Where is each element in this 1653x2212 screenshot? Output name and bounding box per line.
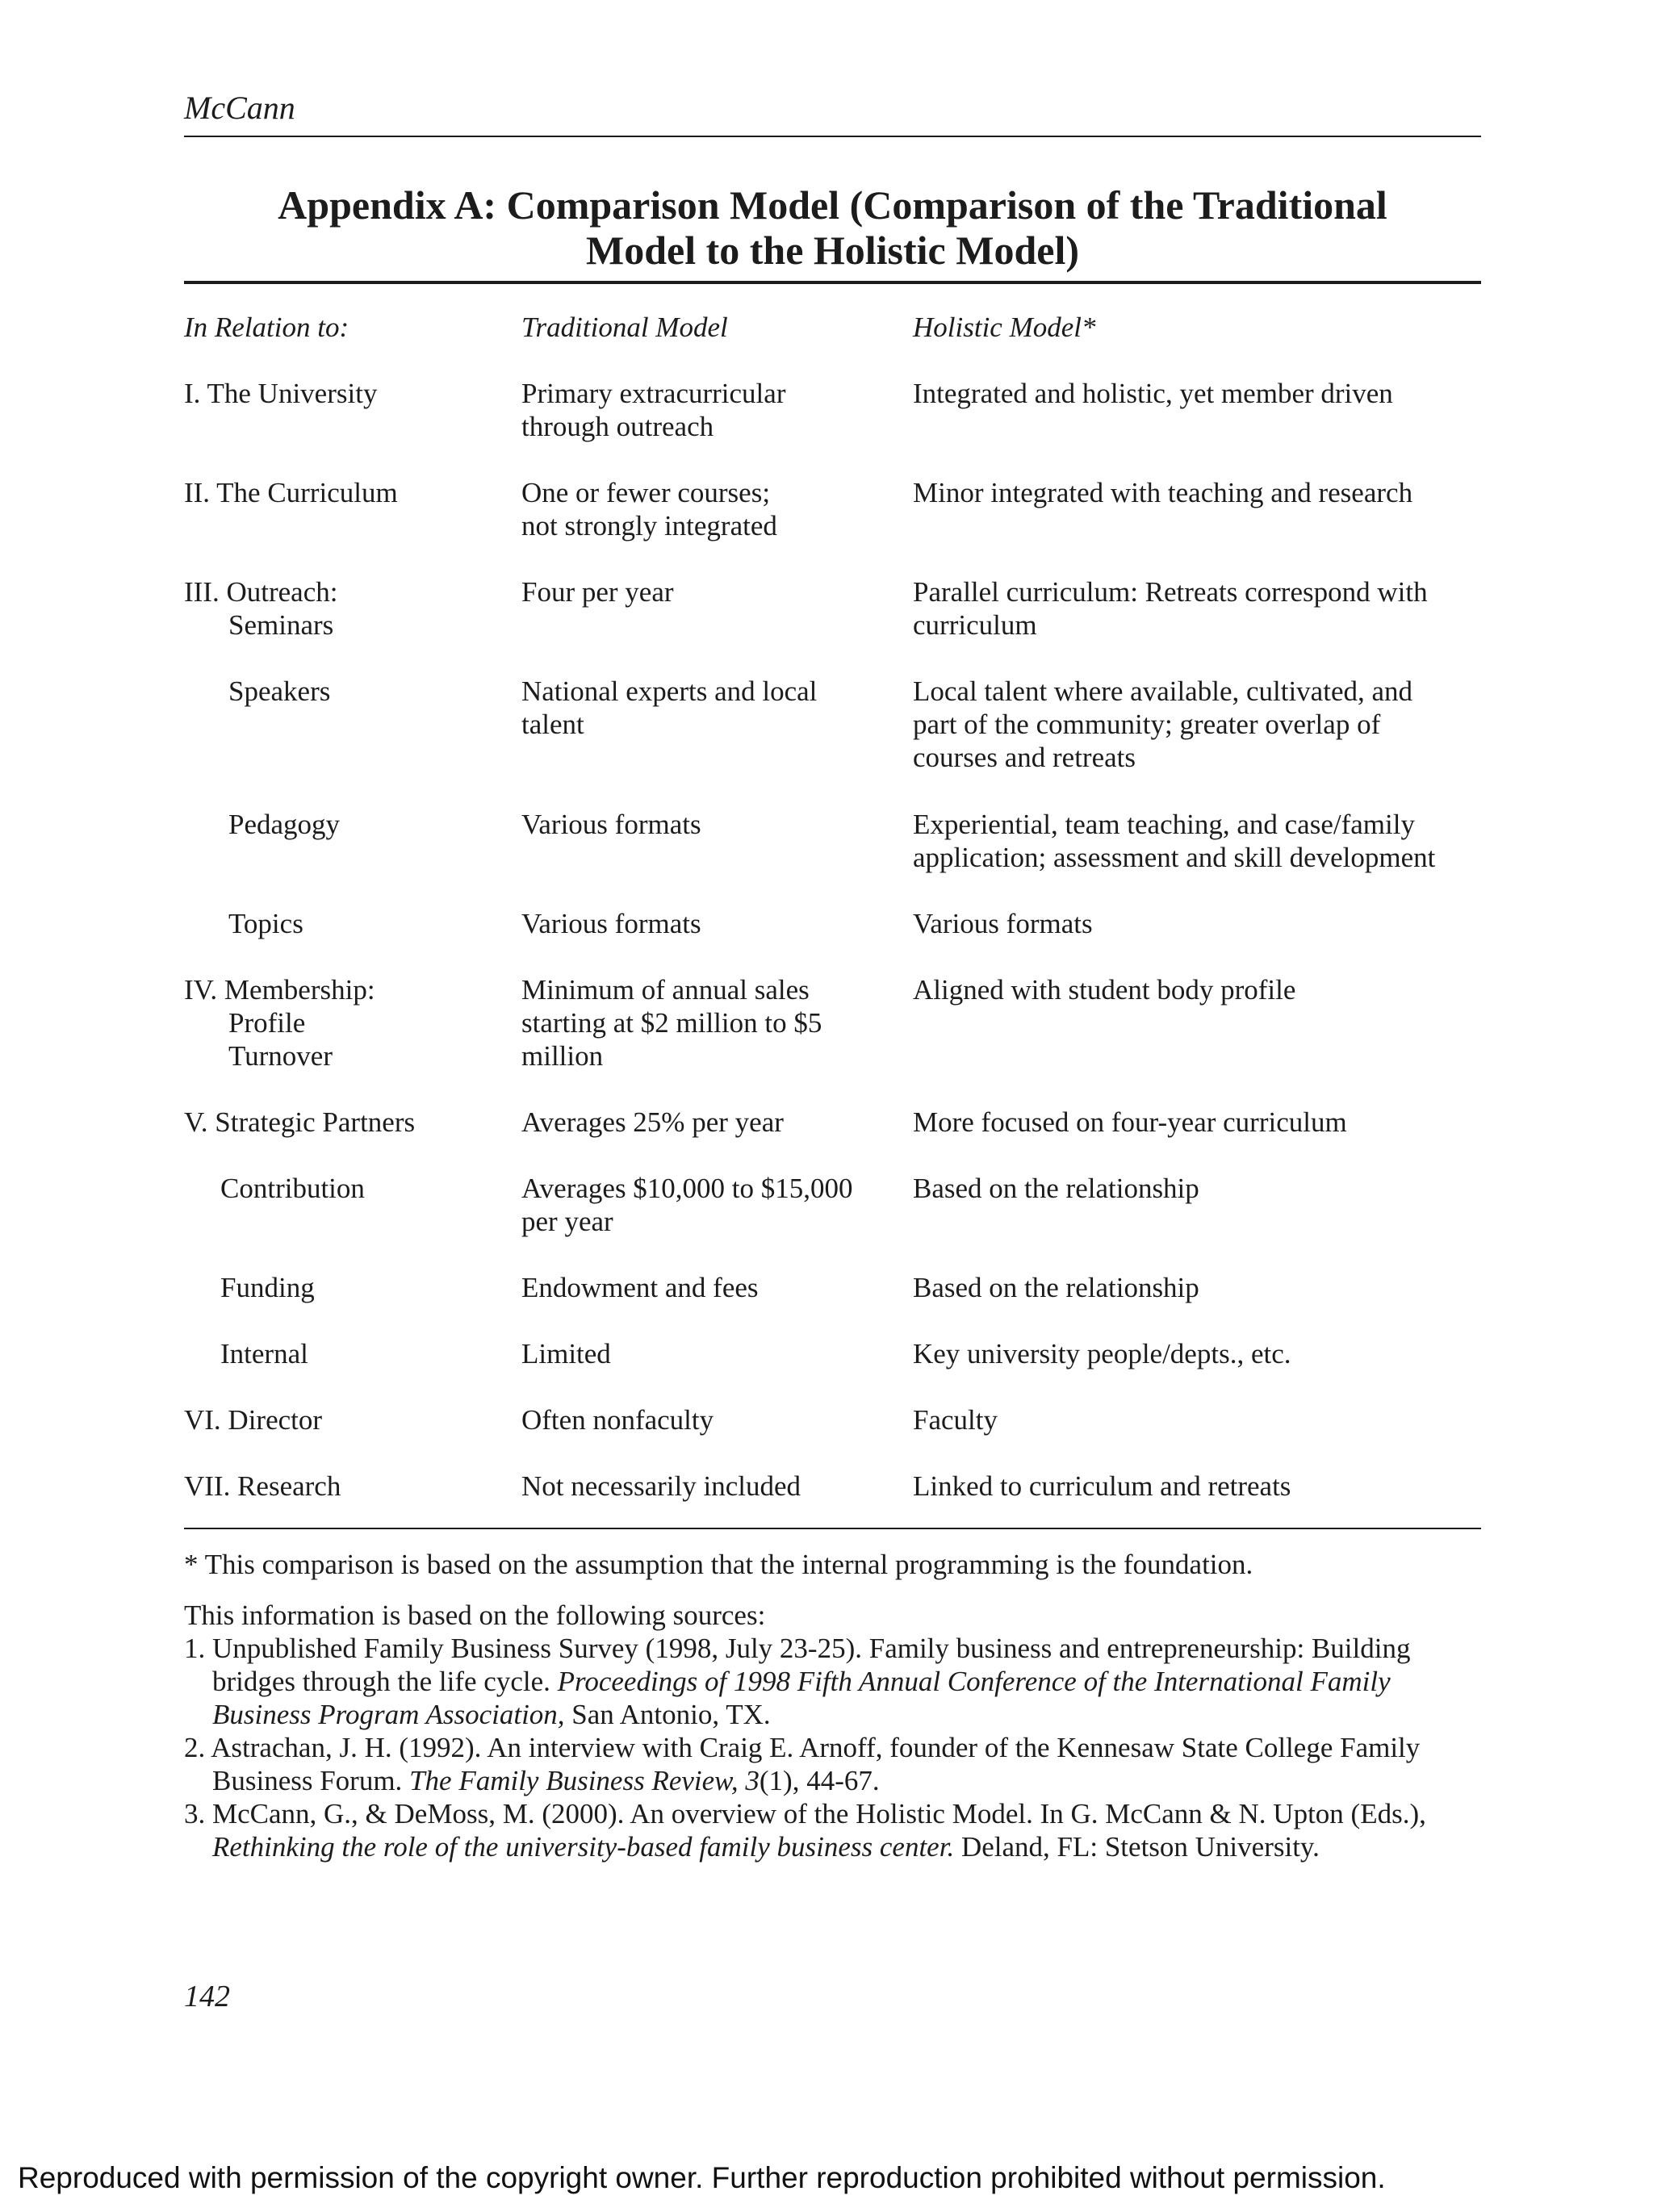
cell-line: Based on the relationship	[913, 1173, 1199, 1204]
cell-line: Based on the relationship	[913, 1272, 1199, 1303]
notes-section	[184, 1548, 1481, 1863]
holistic-cell	[913, 1106, 1481, 1139]
cell-line: I. The University	[184, 378, 378, 409]
cell-line: curriculum	[913, 609, 1037, 641]
source-text-end: Deland, FL: Stetson University.	[954, 1831, 1320, 1863]
cell-line: through outreach	[521, 411, 714, 442]
cell-line: Pedagogy	[228, 809, 341, 840]
cell-line: Not necessarily included	[521, 1470, 801, 1502]
cell-line: Experiential, team teaching, and case/family	[913, 809, 1415, 840]
relation-cell	[184, 1106, 523, 1139]
holistic-cell	[913, 1470, 1481, 1503]
source-title: Rethinking the role of the university-based family business center.	[212, 1831, 955, 1863]
title-rule	[184, 281, 1481, 284]
traditional-cell	[521, 973, 901, 1073]
cell-line: Aligned with student body profile	[913, 974, 1296, 1006]
cell-line: Often nonfaculty	[521, 1404, 714, 1436]
relation-cell	[184, 973, 523, 1073]
cell-line: Faculty	[913, 1404, 998, 1436]
cell-line: Parallel curriculum: Retreats correspond with	[913, 576, 1428, 608]
cell-line: Various formats	[521, 908, 701, 939]
cell-line: One or fewer courses;	[521, 477, 771, 508]
cell-line: Internal	[220, 1338, 308, 1369]
cell-line: Limited	[521, 1338, 611, 1369]
traditional-cell	[521, 1106, 901, 1139]
traditional-cell	[521, 808, 901, 841]
permission-notice: Reproduced with permission of the copyright owner. Further reproduction prohibited without permission.	[18, 2161, 1386, 2194]
cell-line: Speakers	[228, 675, 331, 707]
traditional-cell	[521, 675, 901, 741]
cell-line: not strongly integrated	[521, 510, 777, 542]
traditional-cell	[521, 1470, 901, 1503]
cell-line: Funding	[220, 1272, 315, 1303]
source-item	[184, 1731, 1481, 1797]
cell-line: courses and retreats	[913, 742, 1136, 773]
relation-cell	[184, 1271, 523, 1304]
cell-line: Contribution	[220, 1173, 365, 1204]
header-rule	[184, 136, 1481, 137]
traditional-cell	[521, 1337, 901, 1370]
page-number: 142	[184, 1980, 230, 2013]
source-number: 2.	[184, 1732, 211, 1763]
source-text-end: San Antonio, TX.	[564, 1699, 771, 1730]
cell-line: Primary extracurricular	[521, 378, 786, 409]
source-title: The Family Business Review, 3	[409, 1765, 760, 1796]
relation-cell	[184, 1337, 523, 1370]
source-title: Proceedings of 1998 Fifth Annual Conference of the International Family Business Program Association,	[212, 1666, 1391, 1730]
source-number: 1.	[184, 1633, 212, 1664]
header-relation: In Relation to:	[184, 312, 349, 343]
cell-line: II. The Curriculum	[184, 477, 398, 508]
holistic-cell	[913, 973, 1481, 1006]
holistic-cell	[913, 808, 1481, 874]
source-text-end: (1), 44-67.	[759, 1765, 880, 1796]
cell-line: Averages $10,000 to $15,000	[521, 1173, 853, 1204]
appendix-title	[184, 182, 1481, 273]
cell-line: Integrated and holistic, yet member driven	[913, 378, 1393, 409]
cell-line: talent	[521, 709, 584, 740]
footnote: * This comparison is based on the assumption that the internal programming is the foundation.	[184, 1549, 1253, 1580]
cell-line: IV. Membership:	[184, 974, 375, 1006]
relation-cell	[184, 1172, 523, 1205]
relation-cell	[184, 1403, 523, 1436]
relation-cell	[184, 476, 523, 509]
holistic-cell	[913, 377, 1481, 410]
holistic-cell	[913, 1271, 1481, 1304]
cell-line: per year	[521, 1206, 613, 1237]
cell-line: Four per year	[521, 576, 674, 608]
cell-line: More focused on four-year curriculum	[913, 1106, 1347, 1138]
table-bottom-rule	[184, 1528, 1481, 1529]
cell-line: application; assessment and skill development	[913, 842, 1436, 873]
traditional-cell	[521, 377, 901, 443]
cell-line: Local talent where available, cultivated, and	[913, 675, 1413, 707]
source-number: 3.	[184, 1798, 212, 1829]
source-item	[184, 1797, 1481, 1863]
source-text: Astrachan, J. H. (1992). An interview with Craig E. Arnoff, founder of the Kennesaw State College Family Business Forum.	[211, 1732, 1421, 1796]
cell-line: Seminars	[228, 609, 334, 641]
holistic-cell	[913, 575, 1481, 642]
relation-cell	[184, 675, 523, 708]
cell-line: VI. Director	[184, 1404, 323, 1436]
cell-line: Averages 25% per year	[521, 1106, 784, 1138]
cell-line: Minor integrated with teaching and research	[913, 477, 1413, 508]
relation-cell	[184, 575, 523, 642]
relation-cell	[184, 377, 523, 410]
cell-line: part of the community; greater overlap of	[913, 709, 1381, 740]
cell-line: Topics	[228, 908, 303, 939]
cell-line: Key university people/depts., etc.	[913, 1338, 1291, 1369]
holistic-cell	[913, 476, 1481, 509]
traditional-cell	[521, 575, 901, 608]
cell-line: Profile	[228, 1007, 306, 1039]
cell-line: million	[521, 1040, 604, 1072]
source-item	[184, 1632, 1481, 1731]
cell-line: Linked to curriculum and retreats	[913, 1470, 1291, 1502]
traditional-cell	[521, 1271, 901, 1304]
cell-line: Various formats	[913, 908, 1093, 939]
header-traditional: Traditional Model	[521, 312, 728, 343]
traditional-cell	[521, 1403, 901, 1436]
cell-line: VII. Research	[184, 1470, 341, 1502]
traditional-cell	[521, 1172, 901, 1238]
holistic-cell	[913, 1403, 1481, 1436]
relation-cell	[184, 1470, 523, 1503]
traditional-cell	[521, 907, 901, 940]
holistic-cell	[913, 675, 1481, 774]
title-line-2: Model to the Holistic Model)	[586, 228, 1079, 273]
cell-line: Turnover	[228, 1040, 333, 1072]
cell-line: V. Strategic Partners	[184, 1106, 416, 1138]
cell-line: Endowment and fees	[521, 1272, 759, 1303]
title-line-1: Appendix A: Comparison Model (Comparison of the Traditional	[278, 182, 1387, 228]
relation-cell	[184, 907, 523, 940]
holistic-cell	[913, 1337, 1481, 1370]
sources-intro: This information is based on the following sources:	[184, 1599, 766, 1631]
cell-line: Minimum of annual sales	[521, 974, 810, 1006]
cell-line: starting at $2 million to $5	[521, 1007, 822, 1039]
source-text: Unpublished Family Business Survey (1998, July 23-25). Family business and entrepreneurship: Building bridges through the life cycle.	[212, 1633, 1411, 1697]
header-holistic: Holistic Model*	[913, 312, 1096, 343]
relation-cell	[184, 808, 523, 841]
cell-line: Various formats	[521, 809, 701, 840]
cell-line: National experts and local	[521, 675, 818, 707]
holistic-cell	[913, 907, 1481, 940]
sources-list	[184, 1632, 1481, 1863]
holistic-cell	[913, 1172, 1481, 1205]
running-head: McCann	[184, 90, 295, 126]
source-text: McCann, G., & DeMoss, M. (2000). An overview of the Holistic Model. In G. McCann & N. Upton (Eds.),	[212, 1798, 1426, 1829]
cell-line: III. Outreach:	[184, 576, 338, 608]
traditional-cell	[521, 476, 901, 542]
